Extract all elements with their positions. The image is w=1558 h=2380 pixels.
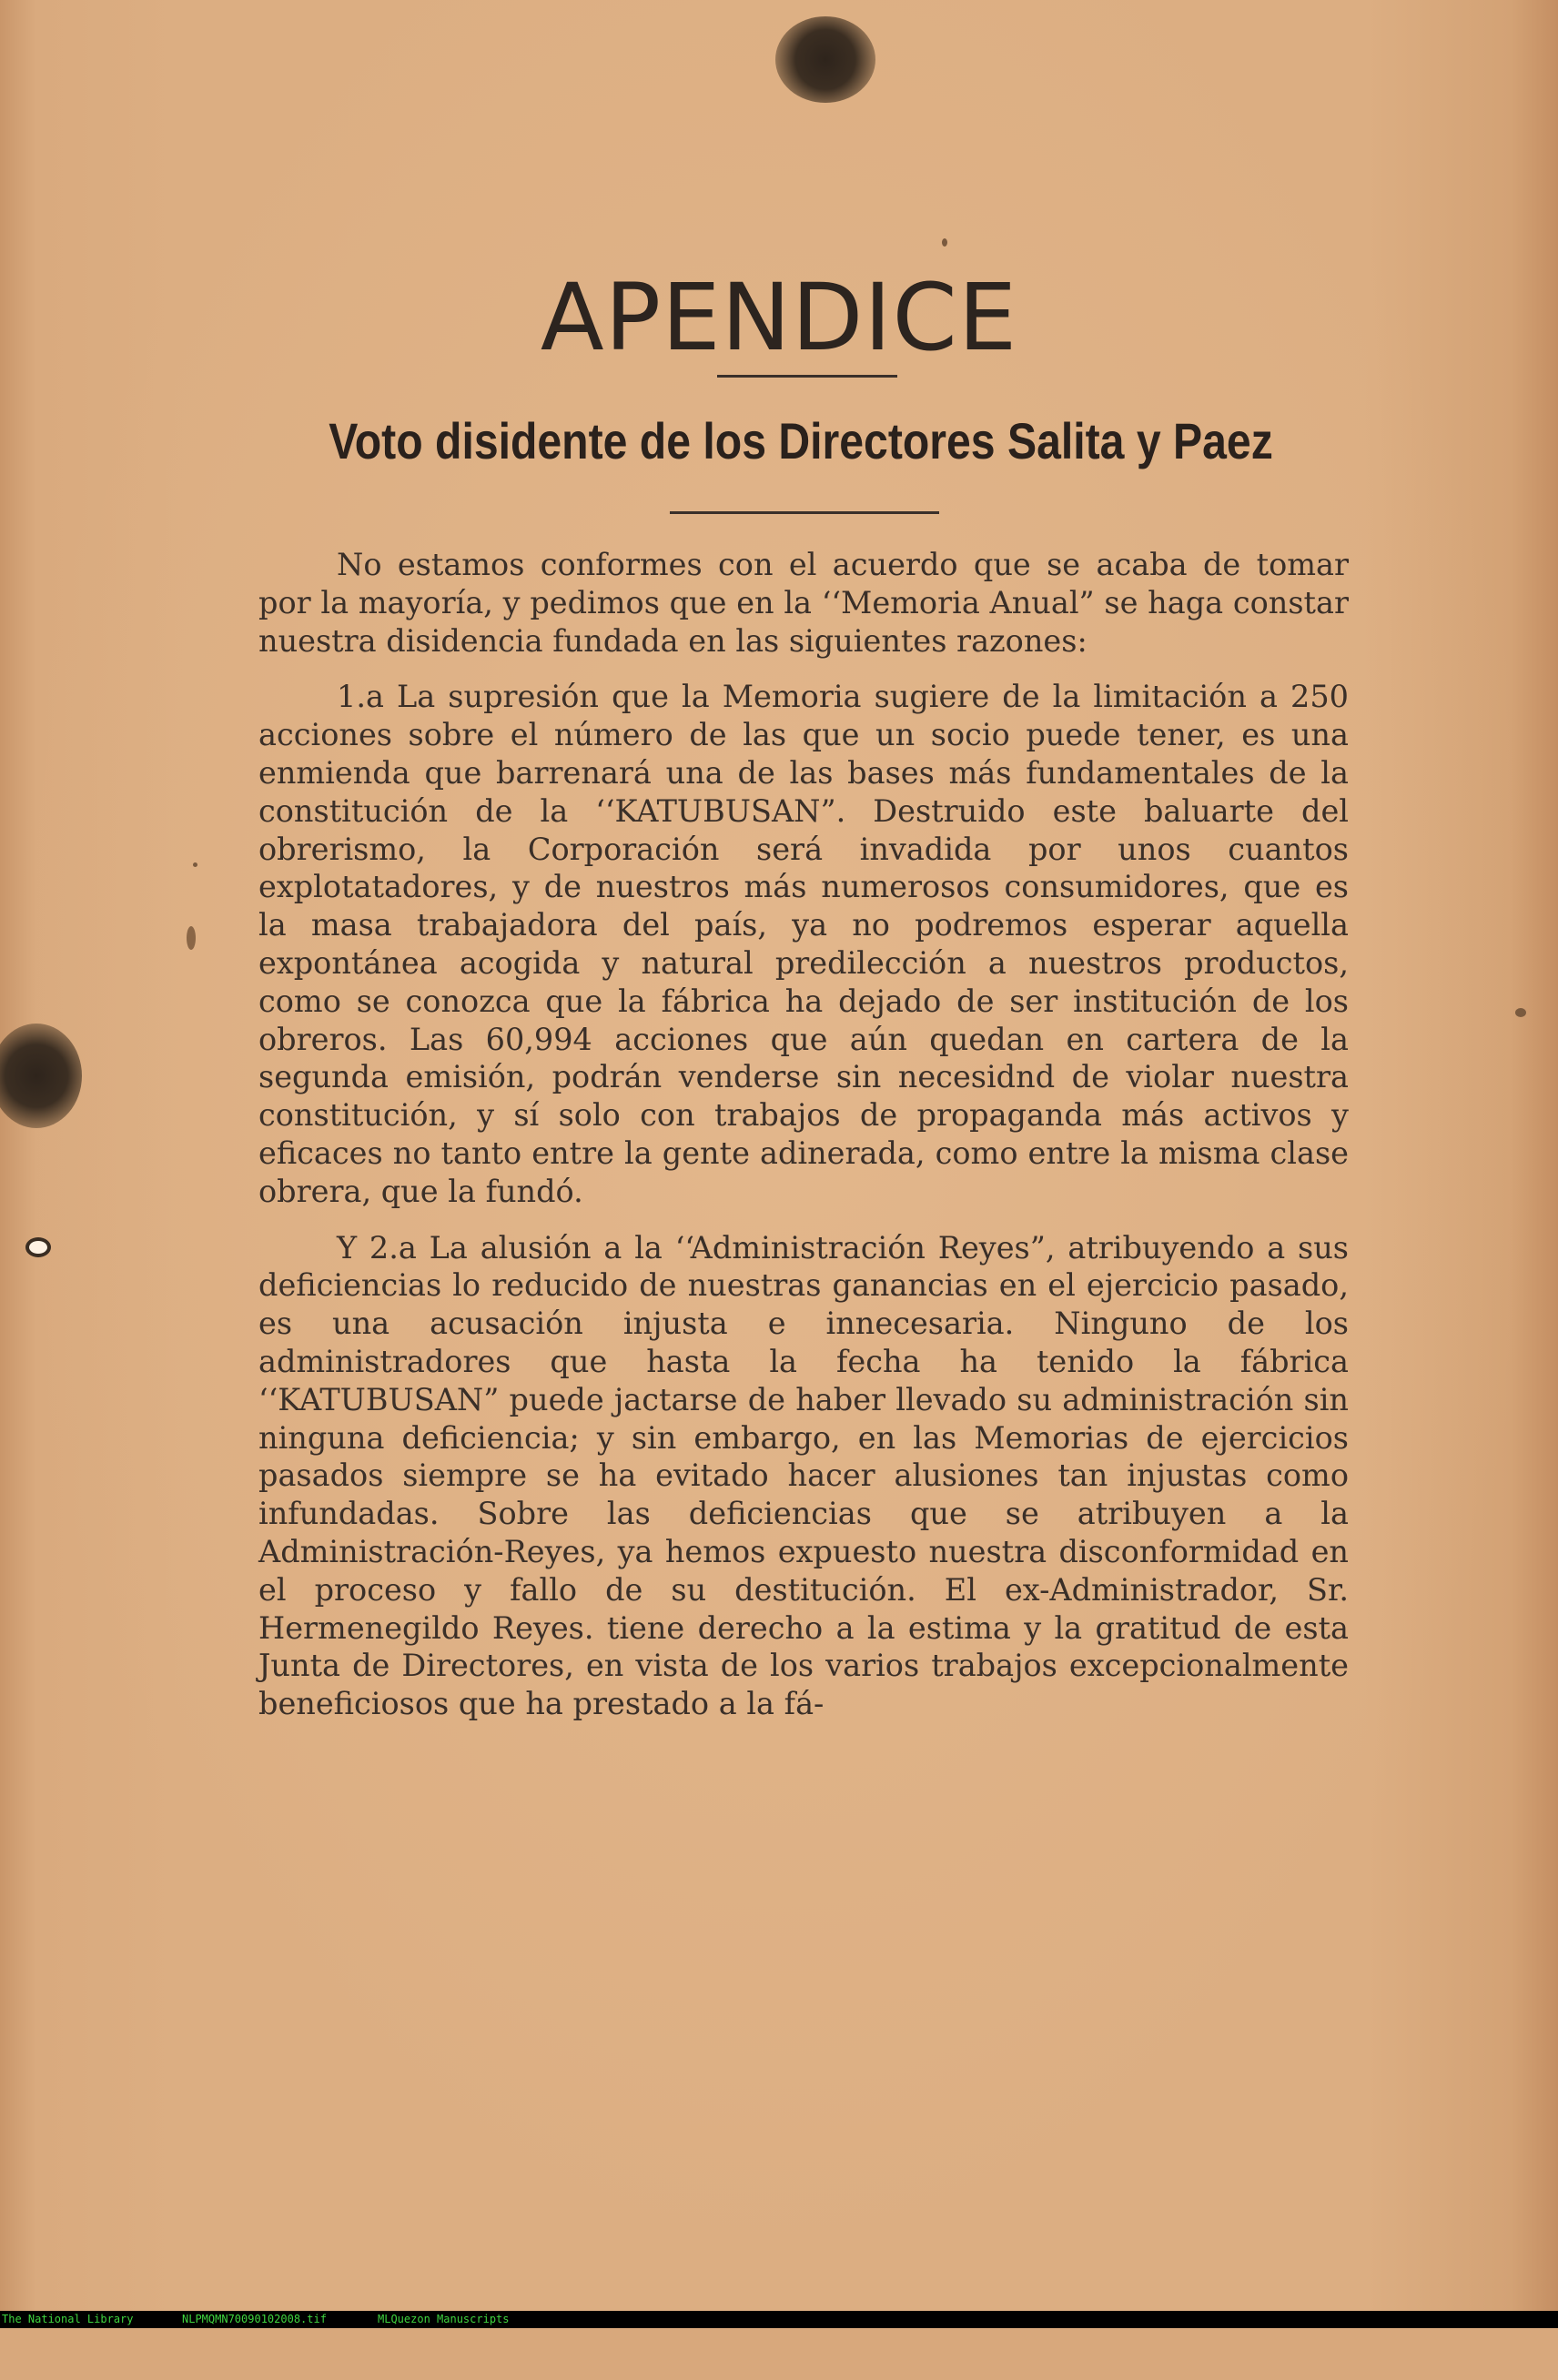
paragraph-point-2: Y 2.a La alusión a la ‘‘Administración Reyes”, atribuyendo a sus deficiencias lo reducido de nuestras ganancias en el ejercicio pasado, es una acusación injusta e innecesaria. Ninguno de los administradores que hasta la fecha ha tenido la fábrica ‘‘KATUBUSAN” puede jactarse de haber llevado su administración sin ninguna deficiencia; y sin embargo, en las Memorias de ejercicios pasados siempre se ha evitado hacer alusiones tan injustas como infundadas. Sobre las deficiencias que se atribuyen a la Administración-Reyes, ya hemos expuesto nuestra disconformidad en el proceso y fallo de su destitución. El ex-Administrador, Sr. Hermenegildo Reyes. tiene derecho a la estima y la gratitud de esta Junta de Directores, en vista de los varios trabajos excepcionalmente beneficiosos que ha prestado a la fá- <box>258 1229 1349 1722</box>
section-subtitle: Voto disidente de los Directores Salita y Paez <box>329 412 1273 469</box>
paper-speck <box>193 862 197 867</box>
paper-speck <box>942 238 947 247</box>
ink-stain <box>775 16 875 103</box>
document-body <box>258 546 1349 1741</box>
footer-collection: MLQuezon Manuscripts <box>378 2313 510 2325</box>
ink-stain <box>0 1024 82 1128</box>
footer-file: NLPMQMN70090102008.tif <box>182 2313 327 2325</box>
title-rule <box>717 375 897 378</box>
paper-speck <box>187 926 196 950</box>
paper-speck <box>1515 1008 1526 1017</box>
page-title: APENDICE <box>540 264 1018 372</box>
paragraph-intro: No estamos conformes con el acuerdo que se acaba de tomar por la mayoría, y pedimos que en la ‘‘Memoria Anual” se haga constar nuestra disidencia fundada en las siguientes razones: <box>258 547 1349 659</box>
paragraph-point-1: 1.a La supresión que la Memoria sugiere de la limitación a 250 acciones sobre el número de las que un socio puede tener, es una enmienda que barrenará una de las bases más fundamentales de la constitución de la ‘‘KATUBUSAN”. Destruido este baluarte del obrerismo, la Corporación será invadida por unos cuantos explotatadores, y de nuestros más numerosos consumidores, que es la masa trabajadora del país, ya no podremos esperar aquella expontánea acogida y natural predilección a nuestros productos, como se conozca que la fábrica ha dejado de ser institución de los obreros. Las 60,994 acciones que aún quedan en cartera de la segunda emisión, podrán venderse sin necesidnd de violar nuestra constitución, y sí solo con trabajos de propaganda más activos y eficaces no tanto entre la gente adinerada, como entre la misma clase obrera, que la fundó. <box>258 679 1349 1209</box>
scan-footer <box>0 2311 1558 2328</box>
binding-hole <box>25 1237 51 1257</box>
subtitle-rule <box>670 511 939 514</box>
footer-library: The National Library <box>2 2313 134 2325</box>
